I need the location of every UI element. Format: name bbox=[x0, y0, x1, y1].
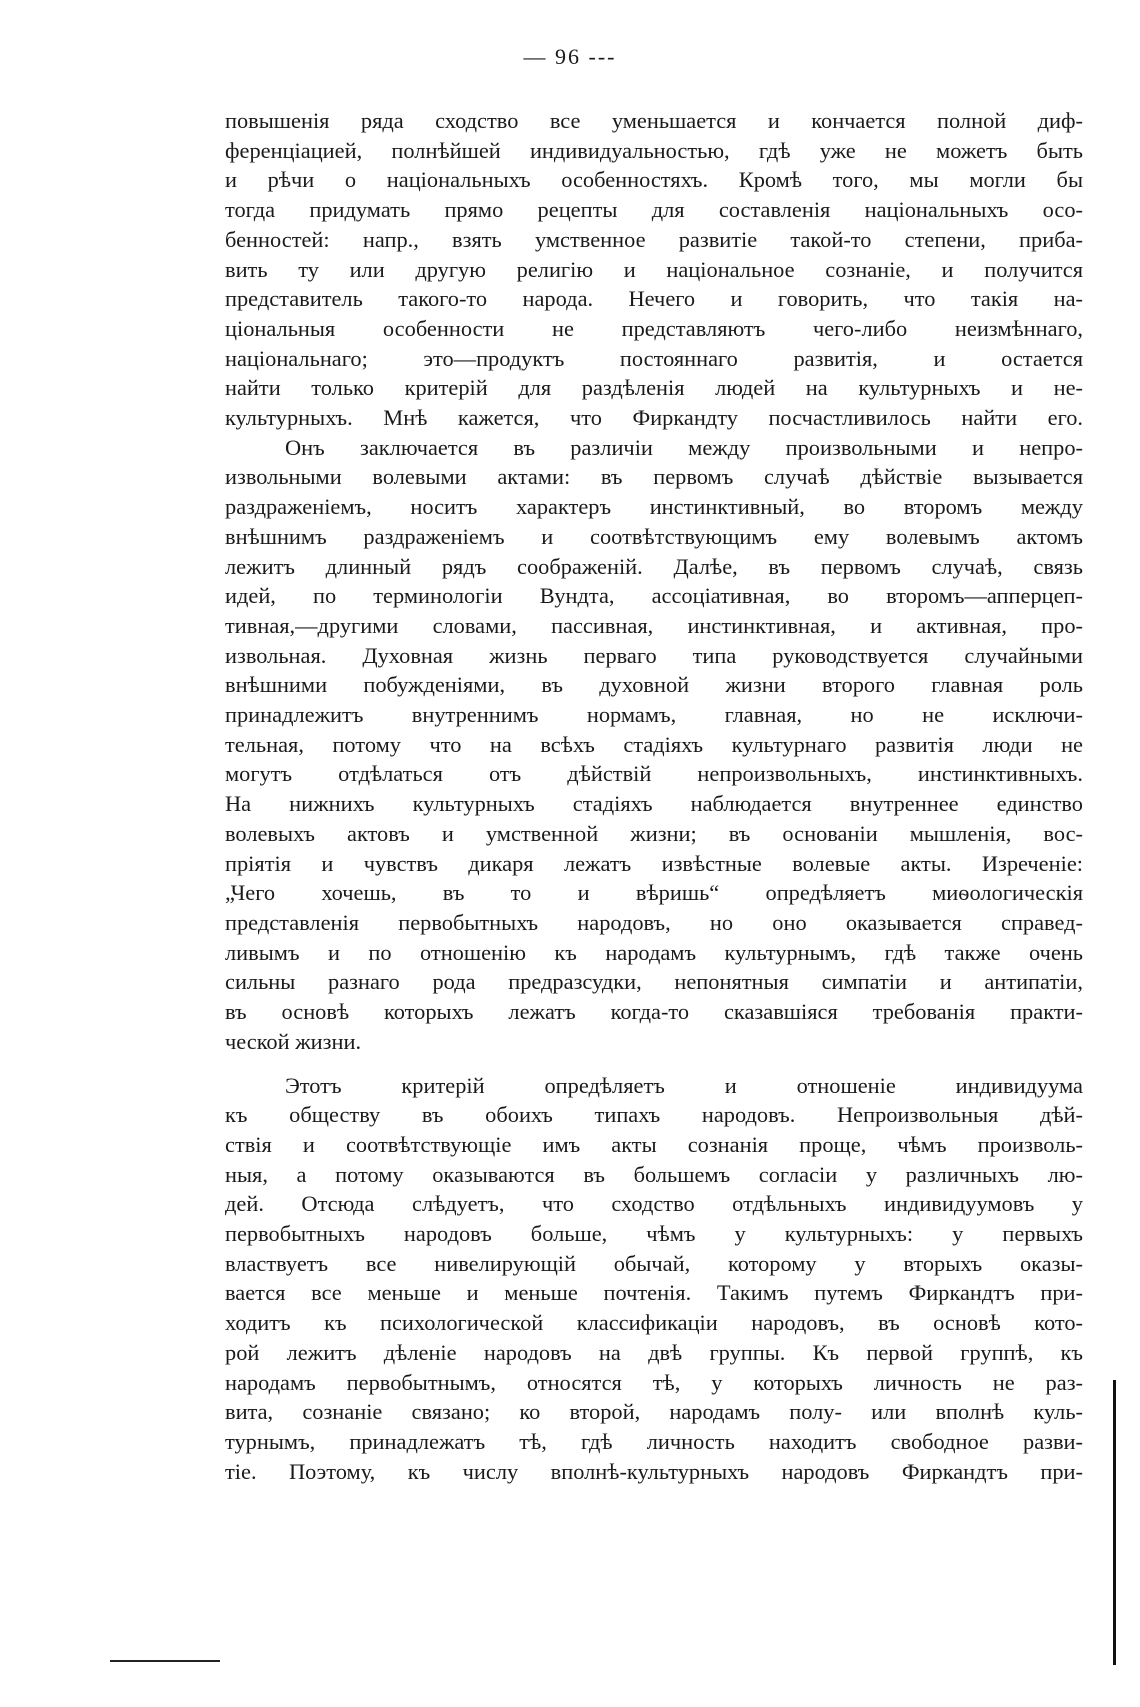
text-line: рой лежитъ дѣленіе народовъ на двѣ группы. Къ первой группѣ, къ bbox=[225, 1339, 1083, 1365]
text-line: Этотъ критерій опредѣляетъ и отношеніе индивидуума bbox=[285, 1072, 1083, 1098]
text-line: представленія первобытныхъ народовъ, но оно оказывается справед- bbox=[225, 909, 1083, 935]
scan-footer-rule bbox=[110, 1660, 220, 1662]
text-line: найти только критерій для раздѣленія людей на культурныхъ и не- bbox=[225, 375, 1083, 401]
text-line: сильны разнаго рода предразсудки, непонятныя симпатіи и антипатіи, bbox=[225, 969, 1083, 995]
text-line: бенностей: напр., взять умственное развитіе такой-то степени, прибa- bbox=[225, 226, 1083, 252]
text-line: извольная. Духовная жизнь перваго типа руководствуется случайными bbox=[225, 642, 1083, 668]
text-line: вается все меньше и меньше почтенія. Такимъ путемъ Фиркандтъ при- bbox=[225, 1280, 1083, 1306]
text-line: къ обществу въ обоихъ типахъ народовъ. Непроизвольныя дѣй- bbox=[225, 1102, 1083, 1128]
scan-edge-rule bbox=[1113, 1380, 1116, 1665]
text-line: турнымъ, принадлежатъ тѣ, гдѣ личность находитъ свободное разви- bbox=[225, 1428, 1083, 1454]
text-line: ствія и соотвѣтствующіе имъ акты сознанія проще, чѣмъ произволь- bbox=[225, 1131, 1083, 1157]
text-line: тельная, потому что на всѣхъ стадіяхъ культурнаго развитія люди не bbox=[225, 731, 1083, 757]
text-line: и рѣчи о національныхъ особенностяхъ. Кромѣ того, мы могли бы bbox=[225, 167, 1083, 193]
text-line: дей. Отсюда слѣдуетъ, что сходство отдѣльныхъ индивидуумовъ у bbox=[225, 1191, 1083, 1217]
text-line: ходитъ къ психологической классификаціи народовъ, въ основѣ кото- bbox=[225, 1310, 1083, 1336]
paragraph-2 bbox=[225, 433, 1083, 1057]
text-line: національнаго; это—продуктъ постояннаго развитія, и остается bbox=[225, 345, 1083, 371]
text-line: культурныхъ. Мнѣ кажется, что Фиркандту посчастливилось найти его. bbox=[225, 405, 1083, 431]
text-line: первобытныхъ народовъ больше, чѣмъ у культурныхъ: у первыхъ bbox=[225, 1221, 1083, 1247]
text-line: тіе. Поэтому, къ числу вполнѣ-культурныхъ народовъ Фиркандтъ при- bbox=[225, 1458, 1083, 1484]
text-line: ныя, а потому оказываются въ большемъ согласіи у различныхъ лю- bbox=[225, 1161, 1083, 1187]
text-line: ливымъ и по отношенію къ народамъ культурнымъ, гдѣ также очень bbox=[225, 939, 1083, 965]
text-line: На нижнихъ культурныхъ стадіяхъ наблюдается внутреннее единство bbox=[225, 791, 1083, 817]
text-line: вита, сознаніе связано; ко второй, народамъ полу- или вполнѣ куль- bbox=[225, 1399, 1083, 1425]
text-line: ференціацией, полнѣйшей индивидуальностью, гдѣ уже не можетъ быть bbox=[225, 137, 1083, 163]
text-line: раздраженіемъ, носитъ характеръ инстинктивный, во второмъ между bbox=[225, 494, 1083, 520]
body-text bbox=[225, 106, 1083, 1486]
text-line: извольными волевыми актами: въ первомъ случаѣ дѣйствіе вызывается bbox=[225, 464, 1083, 490]
paragraph-1 bbox=[225, 106, 1083, 433]
text-line: тогда придумать прямо рецепты для составленія національныхъ осо- bbox=[225, 197, 1083, 223]
page-number: — 96 --- bbox=[523, 44, 617, 69]
text-line: внѣшними побужденіями, въ духовной жизни второго главная роль bbox=[225, 672, 1083, 698]
text-line: идей, по терминологіи Вундта, ассоціативная, во второмъ—апперцеп- bbox=[225, 583, 1083, 609]
text-line: въ основѣ которыхъ лежатъ когда-то сказавшіяся требованія практи- bbox=[225, 999, 1083, 1025]
text-line: народамъ первобытнымъ, относятся тѣ, у которыхъ личность не раз- bbox=[225, 1369, 1083, 1395]
text-line: „Чего хочешь, въ то и вѣришь“ опредѣляетъ миѳологическія bbox=[225, 880, 1083, 906]
text-line: могутъ отдѣлаться отъ дѣйствій непроизвольныхъ, инстинктивныхъ. bbox=[225, 761, 1083, 787]
text-line: пріятія и чувствъ дикаря лежатъ извѣстные волевые акты. Изреченіе: bbox=[225, 850, 1083, 876]
text-line: Онъ заключается въ различіи между произвольными и непро- bbox=[285, 434, 1083, 460]
text-line: вить ту или другую религію и національное сознаніе, и получится bbox=[225, 256, 1083, 282]
text-line: принадлежитъ внутреннимъ нормамъ, главная, но не исключи- bbox=[225, 702, 1083, 728]
text-line: внѣшнимъ раздраженіемъ и соотвѣтствующимъ ему волевымъ актомъ bbox=[225, 523, 1083, 549]
text-line: ціональныя особенности не представляютъ чего-либо неизмѣннаго, bbox=[225, 315, 1083, 341]
text-line: волевыхъ актовъ и умственной жизни; въ основаніи мышленія, вос- bbox=[225, 820, 1083, 846]
text-line: ческой жизни. bbox=[225, 1028, 362, 1054]
text-line: представитель такого-то народа. Нечего и говорить, что такія на- bbox=[225, 286, 1083, 312]
paragraph-3 bbox=[225, 1071, 1083, 1487]
text-line: тивная,—другими словами, пассивная, инстинктивная, и активная, про- bbox=[225, 612, 1083, 638]
text-line: повышенія ряда сходство все уменьшается и кончается полной диф- bbox=[225, 108, 1083, 133]
text-line: лежитъ длинный рядъ соображеній. Далѣе, въ первомъ случаѣ, связь bbox=[225, 553, 1083, 579]
text-line: властвуетъ все нивелирующій обычай, которому у вторыхъ оказы- bbox=[225, 1250, 1083, 1276]
